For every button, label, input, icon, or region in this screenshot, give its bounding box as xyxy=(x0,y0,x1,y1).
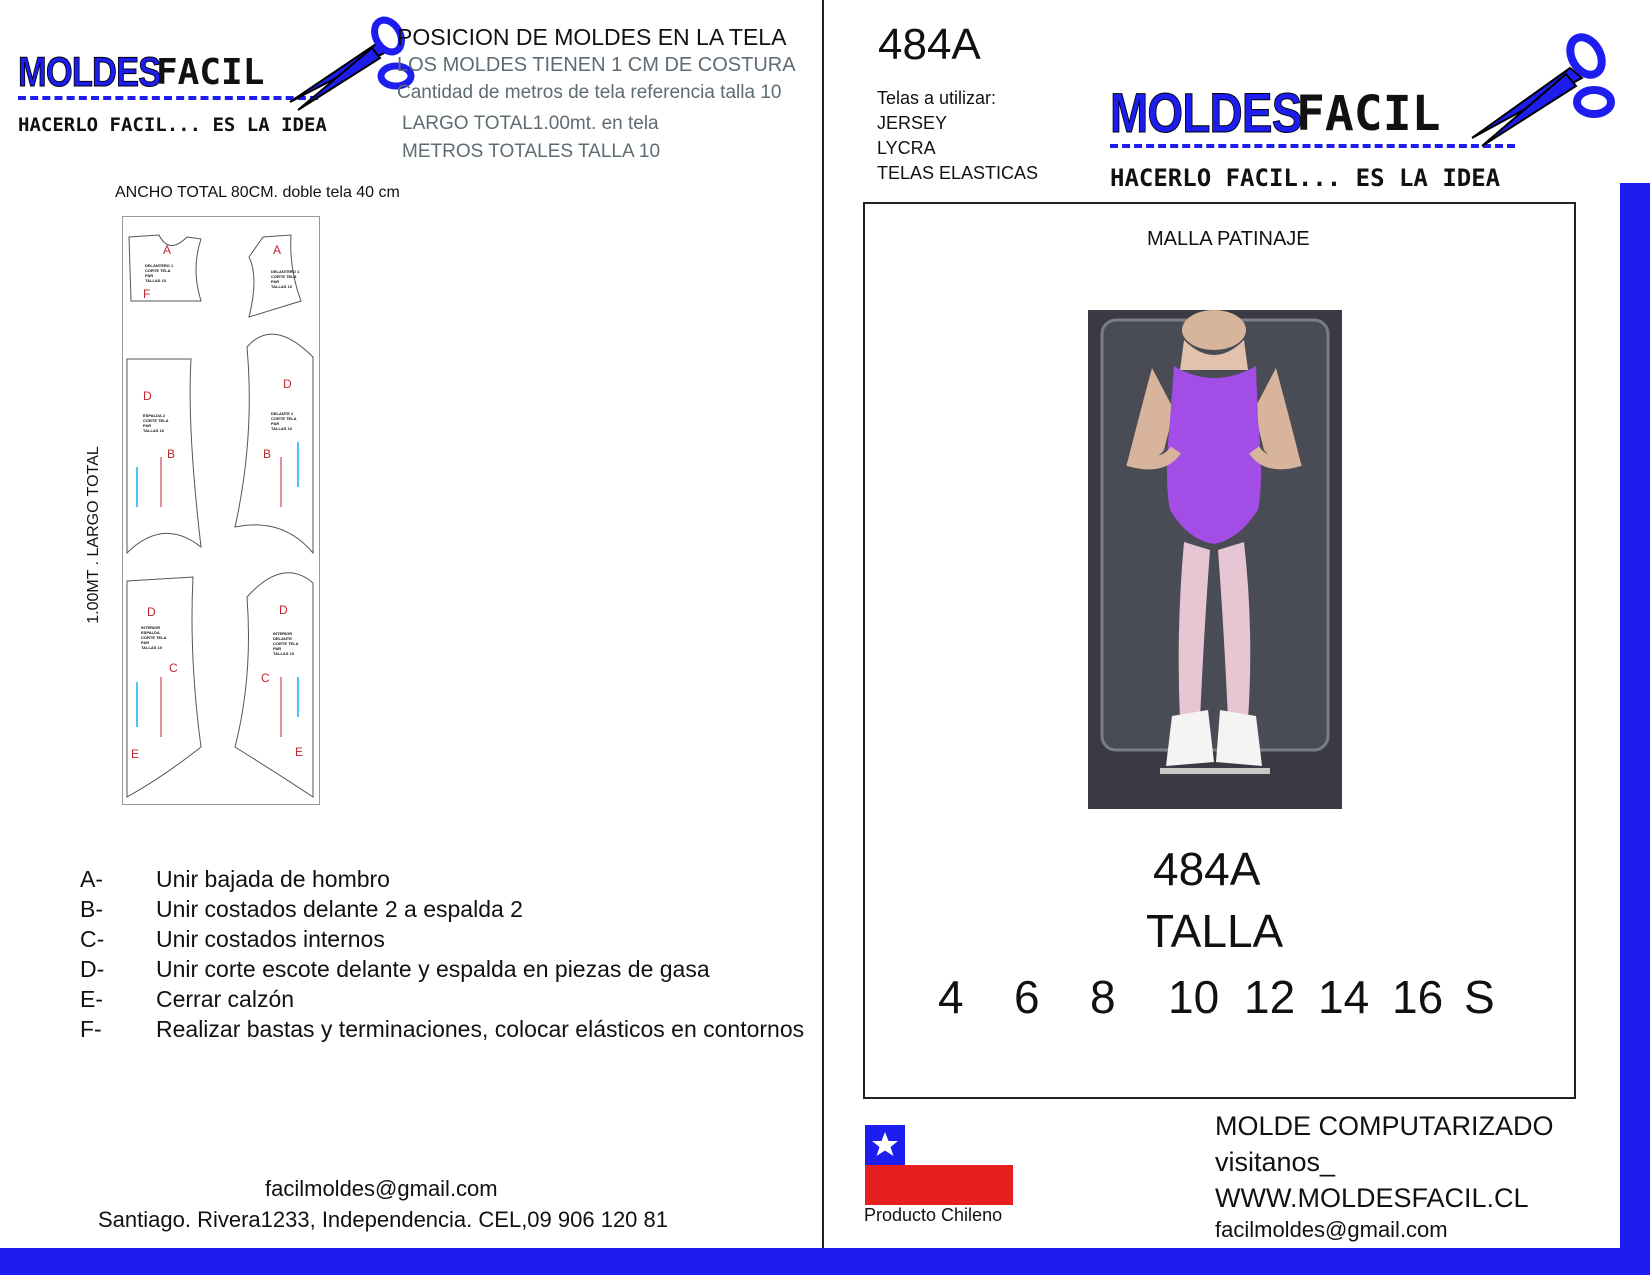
right-footer xyxy=(1215,1108,1554,1216)
piece-1-letter-top: A xyxy=(163,243,172,257)
skater-illustration xyxy=(1088,310,1342,809)
piece-6-letter-top: D xyxy=(279,603,288,617)
piece-6-text: INTERIOR DELANTE CORTE TELA PAR TALLAS 10 xyxy=(273,631,299,656)
size-option: 16 xyxy=(1392,971,1444,1023)
piece-3-text: ESPALDA 2 CORTE TELA PAR TALLAS 10 xyxy=(143,413,169,433)
piece-5-letter-bottom: E xyxy=(131,747,140,761)
size-option: 12 xyxy=(1244,971,1296,1023)
right-edge-bar xyxy=(1620,183,1650,1275)
size-option: 8 xyxy=(1090,971,1116,1023)
logo-tagline: HACERLO FACIL... ES LA IDEA xyxy=(18,114,327,136)
logo-word-moldes: MOLDES xyxy=(1110,81,1302,144)
fabric-item: TELAS ELASTICAS xyxy=(877,163,1039,183)
product-photo xyxy=(1088,310,1342,809)
piece-4-letter-top: D xyxy=(283,377,292,391)
logo-underline xyxy=(18,96,318,100)
scissors-icon xyxy=(1470,30,1620,150)
right-logo xyxy=(1110,80,1610,190)
piece-4-text: DELANTE 2 CORTE TELA PAR TALLAS 10 xyxy=(271,411,297,431)
logo-word-facil: FACIL xyxy=(1296,86,1441,142)
instruction-row: B- Unir costados delante 2 a espalda 2 xyxy=(80,896,523,922)
logo-word-facil: FACIL xyxy=(156,52,265,93)
size-option: 14 xyxy=(1318,971,1370,1023)
piece-6-letter-mid: C xyxy=(261,671,270,685)
instruction-row: C- Unir costados internos xyxy=(80,926,385,952)
product-code-big: 484A xyxy=(1153,843,1261,895)
page-divider xyxy=(822,0,824,1275)
instruction-row: F- Realizar bastas y terminaciones, colocar elásticos en contornos xyxy=(80,1016,805,1042)
logo-underline xyxy=(1110,144,1515,148)
piece-3-letter-mid: B xyxy=(167,447,176,461)
logo-word-moldes: MOLDES xyxy=(18,48,161,95)
footer-website-link[interactable]: WWW.MOLDESFACIL.CL xyxy=(1215,1183,1529,1213)
instruction-row: E- Cerrar calzón xyxy=(80,986,295,1012)
piece-6-letter-bottom: E xyxy=(295,745,304,759)
left-footer-email[interactable]: facilmoldes@gmail.com xyxy=(265,1176,498,1201)
chile-flag xyxy=(865,1125,1013,1205)
fabric-reference-note: Cantidad de metros de tela referencia talla 10 xyxy=(397,82,782,103)
product-name: MALLA PATINAJE xyxy=(1147,228,1310,250)
size-option: 6 xyxy=(1014,971,1040,1023)
piece-3-letter-top: D xyxy=(143,389,152,403)
piece-1-letter-mid: F xyxy=(143,287,151,301)
product-code-top: 484A xyxy=(878,20,981,69)
pattern-pieces-outline xyxy=(123,217,319,804)
right-footer-email[interactable]: facilmoldes@gmail.com xyxy=(1215,1217,1448,1242)
piece-4-letter-mid: B xyxy=(263,447,272,461)
piece-5-letter-top: D xyxy=(147,605,156,619)
layout-title: POSICION DE MOLDES EN LA TELA xyxy=(397,24,787,50)
pattern-layout-sheet xyxy=(122,216,320,805)
logo-tagline: HACERLO FACIL... ES LA IDEA xyxy=(1110,164,1501,192)
seam-note: LOS MOLDES TIENEN 1 CM DE COSTURA xyxy=(397,54,796,76)
fabric-item: JERSEY xyxy=(877,113,948,133)
instruction-row: A- Unir bajada de hombro xyxy=(80,866,390,892)
instruction-row: D- Unir corte escote delante y espalda en piezas de gasa xyxy=(80,956,710,982)
total-length-label: 1.00MT . LARGO TOTAL xyxy=(85,446,102,624)
size-option: 4 xyxy=(938,971,964,1023)
fabrics-title: Telas a utilizar: xyxy=(877,88,997,108)
piece-1-text: DELANTERO 1 CORTE TELA PAR TALLAS 10 xyxy=(145,263,174,283)
piece-5-text: INTERIOR ESPALDA CORTE TELA PAR TALLAS 10 xyxy=(141,625,167,650)
footer-line-visit: visitanos_ xyxy=(1215,1147,1336,1177)
piece-2-letter-top: A xyxy=(273,243,282,257)
piece-5-letter-mid: C xyxy=(169,661,178,675)
fabrics-block xyxy=(877,86,1038,186)
total-width-label: ANCHO TOTAL 80CM. doble tela 40 cm xyxy=(115,184,400,201)
footer-line-computerized: MOLDE COMPUTARIZADO xyxy=(1215,1111,1554,1141)
piece-2-text: DELANTERO 1 CORTE TELA PAR TALLAS 10 xyxy=(271,269,300,289)
fabric-item: LYCRA xyxy=(877,138,936,158)
flag-caption: Producto Chileno xyxy=(864,1205,1003,1225)
total-meters-note: METROS TOTALES TALLA 10 xyxy=(402,141,661,162)
size-option: S xyxy=(1464,971,1495,1023)
size-option: 10 xyxy=(1168,971,1220,1023)
size-label: TALLA xyxy=(1146,905,1284,957)
left-logo xyxy=(18,48,398,138)
left-footer-address: Santiago. Rivera1233, Independencia. CEL,09 906 120 81 xyxy=(98,1207,668,1232)
total-length-note: LARGO TOTAL1.00mt. en tela xyxy=(402,113,659,134)
bottom-bar xyxy=(0,1248,1650,1275)
